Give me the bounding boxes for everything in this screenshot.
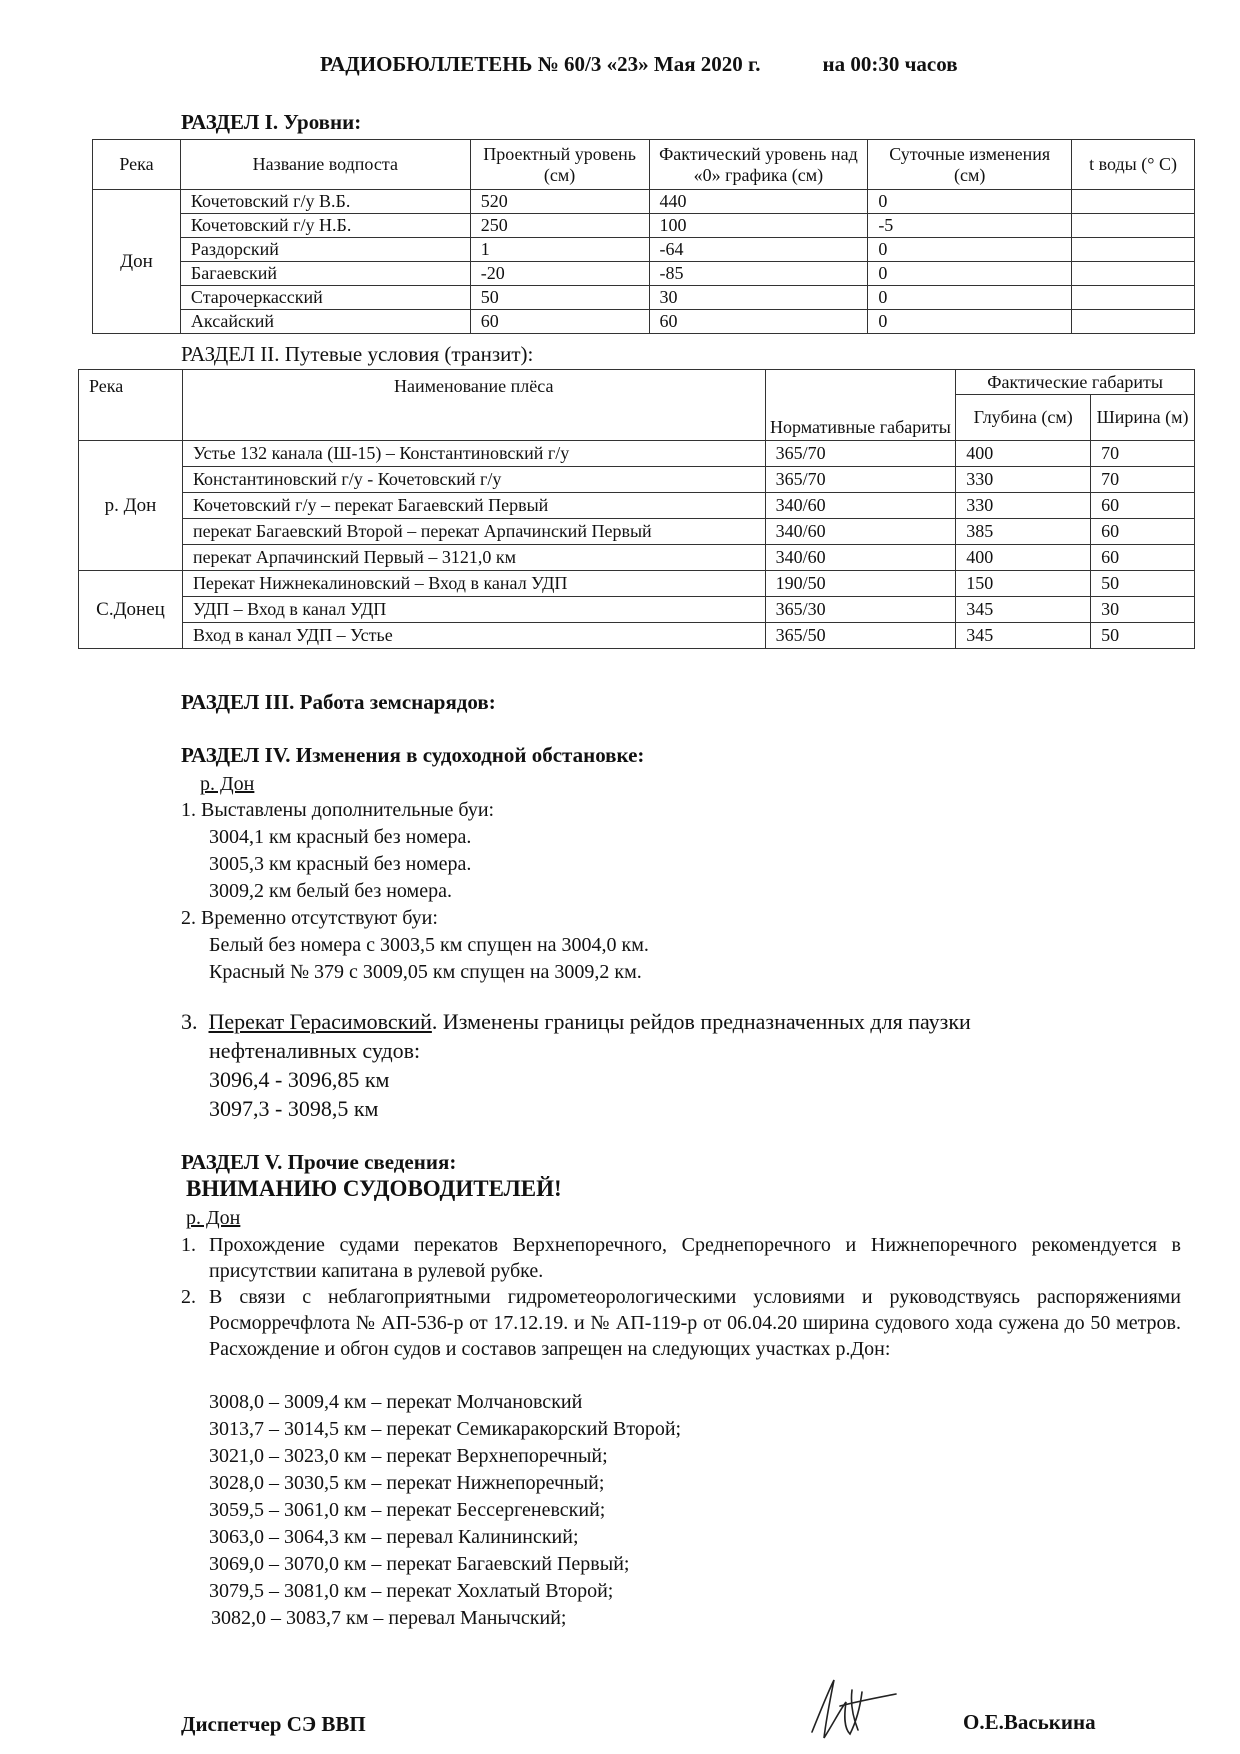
temp-cell — [1072, 262, 1195, 286]
section-4-item-3 — [181, 1009, 971, 1035]
col-water-temp: t воды (° С) — [1072, 140, 1195, 190]
depth-cell: 330 — [956, 467, 1091, 493]
item-3-text: . Изменены границы рейдов предназначенных для паузки — [431, 1009, 971, 1034]
temp-cell — [1072, 214, 1195, 238]
depth-cell: 400 — [956, 441, 1091, 467]
depth-cell: 330 — [956, 493, 1091, 519]
section-1-title: РАЗДЕЛ I. Уровни: — [181, 110, 362, 134]
attention-heading: ВНИМАНИЮ СУДОВОДИТЕЛЕЙ! — [186, 1176, 562, 1201]
levels-table — [92, 139, 1195, 334]
reach-cell: Устье 132 канала (Ш-15) – Константиновский г/у — [182, 441, 765, 467]
table-row — [79, 467, 1195, 493]
restriction-line: 3059,5 – 3061,0 км – перекат Бессергеневский; — [209, 1499, 606, 1521]
col-reach: Наименование плёса — [182, 370, 765, 441]
width-cell: 50 — [1091, 571, 1195, 597]
design-cell: 50 — [470, 286, 649, 310]
table-row — [93, 262, 1195, 286]
norm-cell: 365/70 — [765, 467, 956, 493]
col-actual: Фактические габариты — [956, 370, 1195, 395]
section-5-para-1 — [181, 1232, 1181, 1284]
temp-cell — [1072, 286, 1195, 310]
change-cell: 0 — [868, 190, 1072, 214]
depth-cell: 345 — [956, 597, 1091, 623]
width-cell: 70 — [1091, 467, 1195, 493]
change-cell: -5 — [868, 214, 1072, 238]
temp-cell — [1072, 238, 1195, 262]
change-cell: 0 — [868, 238, 1072, 262]
levels-header-row — [93, 140, 1195, 190]
col-post-name: Название водпоста — [180, 140, 470, 190]
norm-cell: 365/30 — [765, 597, 956, 623]
restriction-line: 3063,0 – 3064,3 км – перевал Калининский; — [209, 1526, 579, 1548]
post-cell: Кочетовский г/у Н.Б. — [180, 214, 470, 238]
river-cell: С.Донец — [79, 571, 183, 649]
norm-cell: 340/60 — [765, 545, 956, 571]
actual-cell: 100 — [649, 214, 868, 238]
post-cell: Старочеркасский — [180, 286, 470, 310]
signature-icon — [800, 1672, 900, 1744]
restriction-line: 3069,0 – 3070,0 км – перекат Багаевский Первый; — [209, 1553, 630, 1575]
table-row — [79, 441, 1195, 467]
para-1-number: 1. — [181, 1234, 196, 1256]
table-row — [93, 190, 1195, 214]
section-2-title: РАЗДЕЛ II. Путевые условия (транзит): — [181, 342, 534, 366]
table-row — [79, 519, 1195, 545]
reach-cell: перекат Багаевский Второй – перекат Арпачинский Первый — [182, 519, 765, 545]
restriction-line: 3021,0 – 3023,0 км – перекат Верхнепоречный; — [209, 1445, 608, 1467]
table-row — [93, 310, 1195, 334]
actual-cell: -85 — [649, 262, 868, 286]
depth-cell: 400 — [956, 545, 1091, 571]
reach-cell: УДП – Вход в канал УДП — [182, 597, 765, 623]
width-cell: 60 — [1091, 545, 1195, 571]
reach-cell: перекат Арпачинский Первый – 3121,0 км — [182, 545, 765, 571]
table-row — [79, 623, 1195, 649]
section-3-title: РАЗДЕЛ III. Работа земснарядов: — [181, 690, 496, 714]
para-2-number: 2. — [181, 1286, 196, 1308]
restriction-line: 3079,5 – 3081,0 км – перекат Хохлатый Второй; — [209, 1580, 614, 1602]
river-cell: Дон — [93, 190, 181, 334]
design-cell: 1 — [470, 238, 649, 262]
norm-cell: 365/70 — [765, 441, 956, 467]
table-row — [93, 238, 1195, 262]
section-4-item-1: 1. Выставлены дополнительные буи: — [181, 799, 495, 821]
depth-cell: 150 — [956, 571, 1091, 597]
col-width: Ширина (м) — [1091, 395, 1195, 441]
raid-line: 3096,4 - 3096,85 км — [209, 1067, 390, 1092]
raid-line: 3097,3 - 3098,5 км — [209, 1096, 379, 1121]
item-3-text-cont: нефтеналивных судов: — [209, 1038, 421, 1063]
width-cell: 60 — [1091, 493, 1195, 519]
post-cell: Кочетовский г/у В.Б. — [180, 190, 470, 214]
table-row — [79, 493, 1195, 519]
section-4-item-2: 2. Временно отсутствуют буи: — [181, 907, 438, 929]
table-row — [93, 214, 1195, 238]
section-5-para-2 — [181, 1284, 1181, 1362]
buoy-line: 3004,1 км красный без номера. — [209, 826, 472, 848]
col-actual-level: Фактический уровень над «0» графика (см) — [649, 140, 868, 190]
table-row — [79, 545, 1195, 571]
restriction-line: 3008,0 – 3009,4 км – перекат Молчановский — [209, 1391, 583, 1413]
col-design-level: Проектный уровень (см) — [470, 140, 649, 190]
table-row — [79, 597, 1195, 623]
restriction-line: 3028,0 – 3030,5 км – перекат Нижнепоречный; — [209, 1472, 605, 1494]
actual-cell: 440 — [649, 190, 868, 214]
temp-cell — [1072, 190, 1195, 214]
width-cell: 50 — [1091, 623, 1195, 649]
col-river: Река — [93, 140, 181, 190]
item-3-place: Перекат Герасимовский — [208, 1009, 432, 1034]
dispatcher-role: Диспетчер СЭ ВВП — [181, 1712, 366, 1736]
width-cell: 70 — [1091, 441, 1195, 467]
post-cell: Аксайский — [180, 310, 470, 334]
change-cell: 0 — [868, 310, 1072, 334]
design-cell: -20 — [470, 262, 649, 286]
actual-cell: 30 — [649, 286, 868, 310]
section-4-title: РАЗДЕЛ IV. Изменения в судоходной обстановке: — [181, 743, 645, 767]
bulletin-time: на 00:30 часов — [822, 52, 958, 76]
width-cell: 30 — [1091, 597, 1195, 623]
norm-cell: 190/50 — [765, 571, 956, 597]
col-river: Река — [79, 370, 183, 441]
para-1-text: Прохождение судами перекатов Верхнепоречного, Среднепоречного и Нижнепоречного рекомендуется в присутствии капитана в рулевой рубке. — [209, 1234, 1181, 1282]
transit-header-row — [79, 370, 1195, 395]
col-daily-change: Суточные изменения (см) — [868, 140, 1072, 190]
item-3-number: 3. — [181, 1009, 198, 1034]
river-cell: р. Дон — [79, 441, 183, 571]
norm-cell: 340/60 — [765, 519, 956, 545]
bulletin-number-date: РАДИОБЮЛЛЕТЕНЬ № 60/3 «23» Мая 2020 г. — [320, 52, 761, 76]
restriction-line: 3082,0 – 3083,7 км – перевал Манычский; — [211, 1607, 567, 1629]
depth-cell: 385 — [956, 519, 1091, 545]
table-row — [79, 571, 1195, 597]
reach-cell: Перекат Нижнекалиновский – Вход в канал УДП — [182, 571, 765, 597]
actual-cell: -64 — [649, 238, 868, 262]
norm-cell: 365/50 — [765, 623, 956, 649]
transit-table — [78, 369, 1195, 649]
change-cell: 0 — [868, 262, 1072, 286]
design-cell: 520 — [470, 190, 649, 214]
post-cell: Багаевский — [180, 262, 470, 286]
reach-cell: Константиновский г/у - Кочетовский г/у — [182, 467, 765, 493]
reach-cell: Кочетовский г/у – перекат Багаевский Первый — [182, 493, 765, 519]
design-cell: 250 — [470, 214, 649, 238]
reach-cell: Вход в канал УДП – Устье — [182, 623, 765, 649]
buoy-line: 3005,3 км красный без номера. — [209, 853, 472, 875]
col-depth: Глубина (см) — [956, 395, 1091, 441]
section-4-river: р. Дон — [200, 773, 255, 795]
buoy-line: Белый без номера с 3003,5 км спущен на 3004,0 км. — [209, 934, 649, 956]
dispatcher-name: О.Е.Васькина — [963, 1710, 1096, 1734]
width-cell: 60 — [1091, 519, 1195, 545]
design-cell: 60 — [470, 310, 649, 334]
norm-cell: 340/60 — [765, 493, 956, 519]
depth-cell: 345 — [956, 623, 1091, 649]
bulletin-title — [320, 52, 958, 77]
temp-cell — [1072, 310, 1195, 334]
buoy-line: Красный № 379 с 3009,05 км спущен на 3009,2 км. — [209, 961, 642, 983]
change-cell: 0 — [868, 286, 1072, 310]
buoy-line: 3009,2 км белый без номера. — [209, 880, 452, 902]
table-row — [93, 286, 1195, 310]
post-cell: Раздорский — [180, 238, 470, 262]
section-5-title: РАЗДЕЛ V. Прочие сведения: — [181, 1150, 457, 1174]
col-norm: Нормативные габариты — [765, 370, 956, 441]
actual-cell: 60 — [649, 310, 868, 334]
section-5-river: р. Дон — [186, 1207, 241, 1229]
restriction-line: 3013,7 – 3014,5 км – перекат Семикаракорский Второй; — [209, 1418, 682, 1440]
para-2-text: В связи с неблагоприятными гидрометеорологическими условиями и руководствуясь распоряжениями Росморречфлота № АП-536-р от 17.12.19. и № АП-119-р от 06.04.20 ширина судового хода сужена до 50 метров. Расхождение и обгон судов и составов запрещен на следующих участках р.Дон: — [209, 1286, 1181, 1360]
